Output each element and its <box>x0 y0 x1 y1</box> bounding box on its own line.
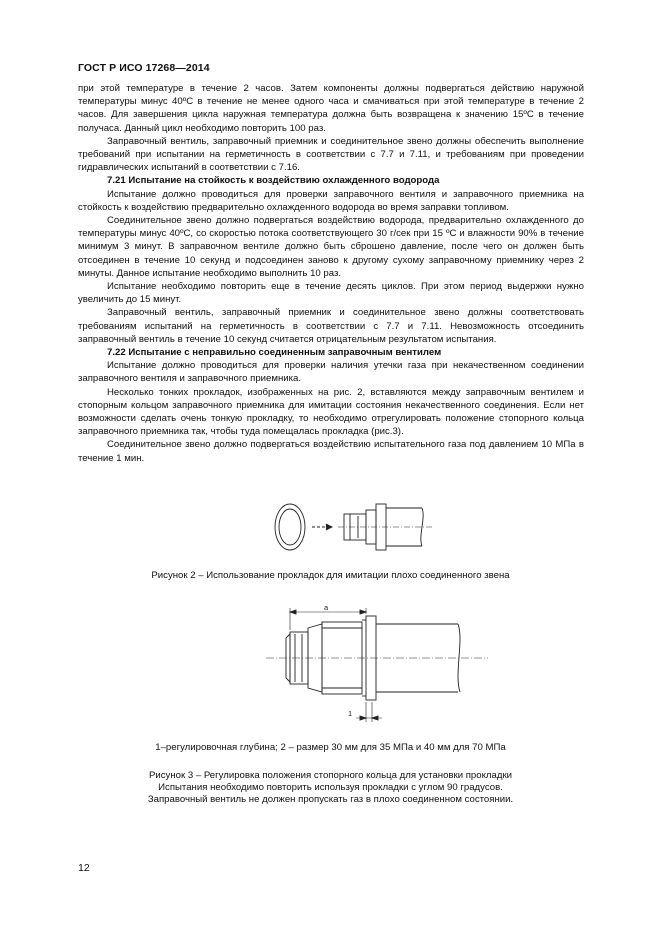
document-header: ГОСТ Р ИСО 17268—2014 <box>78 62 210 74</box>
paragraph: при этой температуре в течение 2 часов. Затем компоненты должны подвергаться действию наружной температуры минус 40ºС в течение не менее одного часа и смачиваться при этой температуре в течение 2 часов. Для завершения цикла наружная температура должна быть возвращена к значению 15ºС в течение получаса. Данный цикл необходимо повторить 100 раз. <box>78 83 584 134</box>
dimension-label-1: 1 <box>348 709 353 718</box>
figure-3-note-1: Испытания необходимо повторить используя прокладки с углом 90 градусов. <box>158 782 503 793</box>
paragraph: Испытание должно проводиться для проверки заправочного вентиля и заправочного приемника на стойкость к воздействию предварительно охлажденного водорода во время заправки топливом. <box>78 188 584 213</box>
dimension-label-a: a <box>324 604 329 612</box>
paragraph: Заправочный вентиль, заправочный приемник и соединительное звено должны соответствовать требованиям испытаний на герметичность в соответствии с 7.7 и 7.11. Невозможность отсоединить заправочный вентиль в течение 10 секунд считается отрицательным результатом испытания. <box>78 307 584 345</box>
gasket-ring <box>275 504 305 550</box>
figure-3-caption: Рисунок 3 – Регулировка положения стопорного кольца для установки прокладки <box>148 770 512 781</box>
figure-3-legend: 1–регулировочная глубина; 2 – размер 30 мм для 35 МПа и 40 мм для 70 МПа <box>155 742 506 753</box>
section-heading-7-22: 7.22 Испытание с неправильно соединенным заправочным вентилем <box>107 347 442 359</box>
paragraph: Соединительное звено должно подвергаться воздействию водорода, предварительно охлажденного до температуры минус 40ºС, со скоростью потока соответствующего 30 г/сек при 15 ºС и влажности 90% в течение минимум 3 минут. В заправочном вентиле должно быть сброшено давление, после чего он должен быть отсоединен в течение 10 секунд и подсоединен заново к другому сухому заправочному приемнику через 2 минуты. Данное испытание необходимо выполнить 10 раз. <box>78 215 584 279</box>
figure-2-drawing <box>262 494 442 560</box>
paragraph: Испытание должно проводиться для проверки наличия утечки газа при некачественном соединении заправочного вентиля и заправочного приемника. <box>78 360 584 385</box>
paragraph: Испытание необходимо повторить еще в течение десять циклов. При этом период выдержки нужно увеличить до 15 минут. <box>78 281 584 306</box>
page-number: 12 <box>78 862 90 874</box>
paragraph: Соединительное звено должно подвергаться воздействию испытательного газа под давлением 10 МПа в течение 1 мин. <box>78 439 584 464</box>
figure-2-caption: Рисунок 2 – Использование прокладок для имитации плохо соединенного звена <box>151 570 510 581</box>
paragraph: Несколько тонких прокладок, изображенных на рис. 2, вставляются между заправочным вентилем и стопорным кольцом заправочного приемника для имитации состояния некачественного соединения. Если нет возможности сделать очень тонкую прокладку, то необходимо отрегулировать положение стопорного кольца заправочного приемника так, чтобы туда помещалась прокладка (рис.3). <box>78 386 584 438</box>
figure-3-note-2: Заправочный вентиль не должен пропускать газ в плохо соединенном состоянии. <box>147 794 514 805</box>
figure-3-drawing <box>262 604 492 726</box>
document-body <box>78 82 584 465</box>
section-heading-7-21: 7.21 Испытание на стойкость к воздействию охлажденного водорода <box>107 175 440 187</box>
paragraph: Заправочный вентиль, заправочный приемник и соединительное звено должны обеспечить выполнение требований при испытании на герметичность в соответствии с 7.7 и 7.11, и требованиям при проведении гидравлических испытаний в соответствии с 7.16. <box>78 135 584 174</box>
